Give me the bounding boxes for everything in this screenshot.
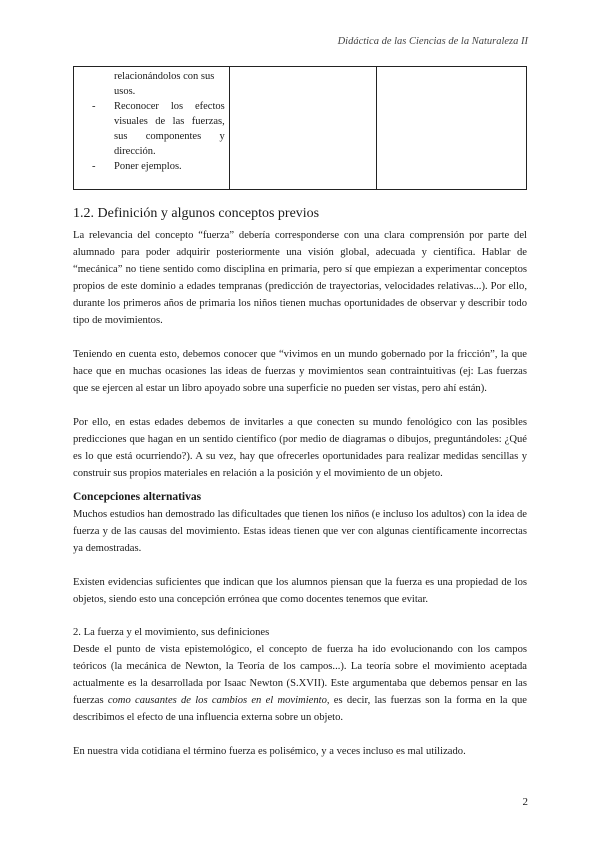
list-bullet: - (92, 101, 96, 112)
paragraph (73, 641, 527, 726)
section-heading: 1.2. Definición y algunos conceptos previos (73, 206, 320, 221)
running-header: Didáctica de las Ciencias de la Naturaleza II (337, 36, 528, 47)
paragraph: Existen evidencias suficientes que indican que los alumnos piensan que la fuerza es una propiedad de los objetos, siendo esto una concepción errónea que como docentes tenemos que evitar. (73, 577, 527, 605)
page-number: 2 (522, 796, 528, 808)
subsection-heading: Concepciones alternativas (73, 491, 202, 503)
paragraph: La relevancia del concepto “fuerza” debería corresponderse con una clara comprensión por parte del alumnado para poder adquirir posteriormente una visión global, adecuada y científica. Hablar de “mecánica” no tiene sentido como disciplina en primaria, pero sí que empiezan a experimentar conceptos propios de este dominio a edades tempranas (predicción de trayectorias, velocidades relativas...). Por ello, durante los primeros años de primaria los niños tienen muchas oportunidades de observar y describir todo tipo de movimientos. (73, 230, 527, 326)
table-cell-objectives (74, 67, 230, 190)
paragraph-emphasis: como causantes de los cambios en el movimiento (107, 695, 327, 706)
section-definitions (73, 205, 527, 482)
section-force-and-motion (73, 624, 527, 760)
paragraph: Por ello, en estas edades debemos de invitarles a que conecten su mundo fenológico con las posibles predicciones que hagan en un sentido científico (por medio de diagramas o dibujos, preguntándoles: ¿Qué es lo que está ocurriendo?). A su vez, hay que ofrecerles oportunidades para realizar medidas sencillas y construir sus propios materiales en relación a la posición y el movimiento de un objeto. (73, 417, 527, 479)
list-item (74, 159, 225, 174)
list-item (74, 99, 225, 159)
table-row (74, 67, 527, 190)
paragraph: Muchos estudios han demostrado las dificultades que tienen los niños (e incluso los adultos) con la idea de fuerza y de las causas del movimiento. Estas ideas tienen que ver con algunas científicamente incorrectas ya demostradas. (73, 509, 527, 554)
list-item-text: Poner ejemplos. (114, 161, 182, 172)
subsection-heading: 2. La fuerza y el movimiento, sus definiciones (73, 627, 270, 638)
content-table (73, 66, 527, 190)
cell-text-line: relacionándolos con sus (114, 71, 215, 82)
cell-text-line: usos. (114, 86, 136, 97)
paragraph-text: Desde el punto de vista epistemológico, el concepto de fuerza ha ido evolucionando con los campos teóricos (la mecánica de Newton, la Teoría de los campos...). La teoría sobre el movimiento aceptada actualmente es la desarrollada por Isaac Newton (S.XVII). Este argumentaba que debemos pensar en las fuerzas (73, 644, 527, 706)
paragraph: En nuestra vida cotidiana el término fuerza es polisémico, y a veces incluso es mal utilizado. (73, 746, 466, 757)
list-item-text: Reconocer los efectos visuales de las fuerzas, sus componentes y dirección. (114, 101, 225, 157)
list-bullet: - (92, 161, 96, 172)
section-alternative-conceptions (73, 489, 527, 608)
table-cell-empty (376, 67, 526, 190)
paragraph: Teniendo en cuenta esto, debemos conocer que “vivimos en un mundo gobernado por la fricción”, la que hace que en muchas ocasiones las ideas de fuerzas y movimientos sean contraintuitivas (ej: Las fuerzas que se ejercen al estar un libro apoyado sobre una superficie no pueden ser vistas, pero ahí están). (73, 349, 527, 394)
table-cell-empty (229, 67, 376, 190)
paragraph-text: , es decir, las fuerzas son la forma en la que describimos el efecto de una influencia externa sobre un objeto. (73, 695, 527, 723)
